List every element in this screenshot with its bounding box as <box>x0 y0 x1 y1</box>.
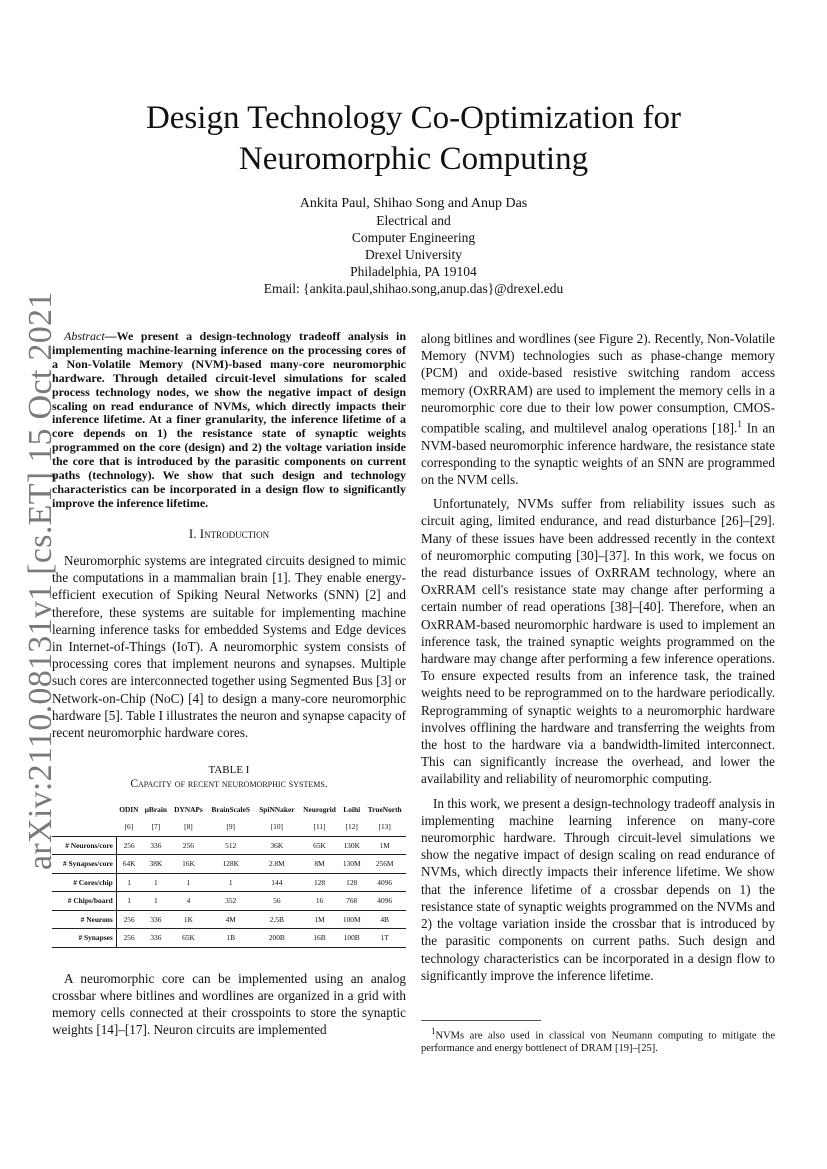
author-email: Email: {ankita.paul,shihao.song,anup.das}@drexel.edu <box>263 281 564 296</box>
table-cell: 128 <box>299 873 340 892</box>
table-column-header: BrainScaleS <box>211 805 250 815</box>
table-cell: 16 <box>299 892 340 911</box>
table-cell: 1T <box>363 929 406 948</box>
table-cell: 1 <box>116 873 141 892</box>
paragraph-text: In an NVM-based neuromorphic inference hardware, the resistance state corresponding to the synaptic weights of an SNN are programmed on the NVM cells. <box>421 420 775 488</box>
table-column-header: ODIN <box>119 805 139 815</box>
table-cell: 128 <box>340 873 363 892</box>
table-cell: 2.5B <box>255 910 299 929</box>
table-cell: 16B <box>299 929 340 948</box>
table-column-header: DYNAPs <box>174 805 203 815</box>
table-row-label: # Synapses/core <box>52 855 116 874</box>
table-cell: 1M <box>363 836 406 855</box>
table-cell: 256 <box>170 836 206 855</box>
table-row-label: # Chips/board <box>52 892 116 911</box>
table-cell: 1 <box>207 873 255 892</box>
table-column-ref: [7] <box>142 818 171 836</box>
affiliation-line: Philadelphia, PA 19104 <box>350 264 477 279</box>
table-cell: 1 <box>142 873 171 892</box>
table-cell: 1 <box>142 892 171 911</box>
table-cell: 64K <box>116 855 141 874</box>
footnote-number: 1 <box>431 1025 436 1036</box>
table-cell: 4B <box>363 910 406 929</box>
table-cell: 130M <box>340 855 363 874</box>
table-column-header: μBrain <box>144 805 167 815</box>
table-cell: 4096 <box>363 873 406 892</box>
table-column-ref: [9] <box>207 818 255 836</box>
table-row <box>52 910 406 929</box>
table-column-header: Neurogrid <box>303 805 336 815</box>
footnote <box>421 1025 775 1056</box>
table-row <box>52 836 406 855</box>
author-block <box>60 195 767 297</box>
table-column-ref: [13] <box>363 818 406 836</box>
table-column-ref: [11] <box>299 818 340 836</box>
body-paragraph <box>421 330 775 488</box>
table-cell: 100M <box>340 910 363 929</box>
body-paragraph: A neuromorphic core can be implemented using an analog crossbar where bitlines and wordlines are organized in a grid with memory cells connected at their crosspoints to store the synaptic weights [14]–[17]. Neuron circuits are implemented <box>52 970 406 1038</box>
paper-title: Design Technology Co-Optimization for Neuromorphic Computing <box>145 100 682 177</box>
table-column-ref: [10] <box>255 818 299 836</box>
table-column-ref: [8] <box>170 818 206 836</box>
footnote-mark: 1 <box>737 419 742 430</box>
table-cell: 512 <box>207 836 255 855</box>
table-row-label: # Synapses <box>52 929 116 948</box>
body-paragraph: Unfortunately, NVMs suffer from reliability issues such as circuit aging, limited endurance, and read disturbance [26]–[29]. Many of these issues have been addressed recently in the context of neuromorphic computing [30]–[37]. In this work, we focus on the read disturbance issues of OxRRAM technology, where an OxRRAM cell's resistance state may change after performing a certain number of read operations [38]–[40]. Therefore, when an OxRRAM-based neuromorphic hardware is used to implement an inference task, the trained synaptic weights programmed on the hardware may change after performing a few inference operations. To ensure expected results from an inference task, the trained weights need to be reprogrammed on to the hardware periodically. Reprogramming of synaptic weights to a neuromorphic hardware involves offlining the hardware and transferring the weights from the host to the hardware via a bandwidth-limited interconnect. This can significantly increase the overhead, and lower the availability and reliability of neuromorphic computing. <box>421 496 775 787</box>
table-cell: 200B <box>255 929 299 948</box>
table-cell: 256 <box>116 929 141 948</box>
table-row <box>52 929 406 948</box>
table-label: TABLE I <box>208 764 250 777</box>
table-cell: 65K <box>299 836 340 855</box>
affiliation-line: Electrical and <box>376 213 451 228</box>
table-cell: 1B <box>207 929 255 948</box>
table-cell: 336 <box>142 910 171 929</box>
table-title: Capacity of recent neuromorphic systems. <box>130 778 328 791</box>
table-cell: 336 <box>142 836 171 855</box>
intro-paragraph: Neuromorphic systems are integrated circuits designed to mimic the computations in a mammalian brain [1]. They enable energy-efficient execution of Spiking Neural Networks (SNN) [2] and therefore, these systems are suitable for implementing machine learning inference tasks for embedded Systems and Edge devices in Internet-of-Things (IoT). A neuromorphic system consists of processing cores that implement neurons and synapses. Multiple such cores are interconnected together using Segmented Bus [3] or Network-on-Chip (NoC) [4] to design a many-core neuromorphic hardware [5]. Table I illustrates the neuron and synapse capacity of recent neuromorphic hardware cores. <box>52 552 406 741</box>
table-cell: 56 <box>255 892 299 911</box>
table-corner <box>52 818 116 836</box>
footnote-rule <box>421 1020 541 1021</box>
table-cell: 4096 <box>363 892 406 911</box>
table-cell: 36K <box>255 836 299 855</box>
table-cell: 1 <box>116 892 141 911</box>
table-row-label: # Cores/chip <box>52 873 116 892</box>
right-column <box>421 330 775 1055</box>
table-cell: 1M <box>299 910 340 929</box>
paragraph-text: along bitlines and wordlines (see Figure 2). Recently, Non-Volatile Memory (NVM) technologies such as phase-change memory (PCM) and oxide-based resistive switching random access memory (OxRRAM) are used to implement the memory cells in a neuromorphic core due to their low power consumption, CMOS-compatible scaling, and multilevel analog operations [18]. <box>421 331 775 436</box>
table-cell: 144 <box>255 873 299 892</box>
table-cell: 100B <box>340 929 363 948</box>
table-caption <box>52 763 406 791</box>
table-cell: 336 <box>142 929 171 948</box>
author-names: Ankita Paul, Shihao Song and Anup Das <box>299 196 528 211</box>
table-corner <box>52 801 116 818</box>
table-cell: 38K <box>142 855 171 874</box>
abstract <box>52 330 406 511</box>
table-column-header: TrueNorth <box>367 805 402 815</box>
arxiv-identifier: arXiv:2110.08131v1 [cs.ET] 15 Oct 2021 <box>22 291 59 870</box>
table-cell: 65K <box>170 929 206 948</box>
abstract-text: —We present a design-technology tradeoff analysis in implementing machine-learning inference on the processing cores of a Non-Volatile Memory (NVM)-based many-core neuromorphic hardware. Through detailed circuit-level simulations for scaled process technology nodes, we show the negative impact of design scaling on read endurance of NVMs, which directly impacts their inference lifetime. At a finer granularity, the inference lifetime of a core depends on 1) the resistance state of synaptic weights programmed on the core (design) and 2) the voltage variation inside the core that is introduced by the parasitic components on current paths (technology). We show that such design and technology characteristics can be incorporated in a design flow to significantly improve the inference lifetime. <box>52 329 406 510</box>
affiliation-line: Computer Engineering <box>351 230 476 245</box>
table-column-ref: [6] <box>116 818 141 836</box>
table-cell: 1K <box>170 910 206 929</box>
table-cell: 256 <box>116 836 141 855</box>
table-cell: 4 <box>170 892 206 911</box>
body-paragraph: In this work, we present a design-technology tradeoff analysis in implementing machine learning inference on many-core neuromorphic hardware. Through circuit-level simulations we show the negative impact of design scaling on read endurance of NVMs, which directly impacts their inference lifetime. We show that the inference lifetime of a crossbar depends on 1) the resistance state of synaptic weights programmed on the NVMs and 2) the voltage variation inside the crossbar that is introduced by the parasitic components on current paths. Such design and technology characteristics can be incorporated in a design flow to significantly improve the inference lifetime. <box>421 795 775 983</box>
table-cell: 768 <box>340 892 363 911</box>
table-column-header: Loihi <box>343 805 361 815</box>
table-cell: 128K <box>207 855 255 874</box>
left-column <box>52 330 406 1045</box>
table-row <box>52 892 406 911</box>
table-cell: 2.8M <box>255 855 299 874</box>
table-row <box>52 873 406 892</box>
table-row <box>52 855 406 874</box>
table-cell: 352 <box>207 892 255 911</box>
affiliation-line: Drexel University <box>364 247 463 262</box>
table-row-label: # Neurons <box>52 910 116 929</box>
table-cell: 1 <box>170 873 206 892</box>
section-heading: I. Introduction <box>188 525 270 541</box>
table-cell: 256M <box>363 855 406 874</box>
table-column-ref: [12] <box>340 818 363 836</box>
footnote-text: NVMs are also used in classical von Neumann computing to mitigate the performance and energy bottlenect of DRAM [19]–[25]. <box>421 1030 775 1055</box>
table-cell: 8M <box>299 855 340 874</box>
abstract-lead: Abstract <box>64 329 105 343</box>
table-cell: 130K <box>340 836 363 855</box>
table-column-header: SpiNNaker <box>259 805 295 815</box>
capacity-table <box>52 801 406 947</box>
table-cell: 256 <box>116 910 141 929</box>
table-cell: 4M <box>207 910 255 929</box>
table-row-label: # Neurons/core <box>52 836 116 855</box>
table-cell: 16K <box>170 855 206 874</box>
